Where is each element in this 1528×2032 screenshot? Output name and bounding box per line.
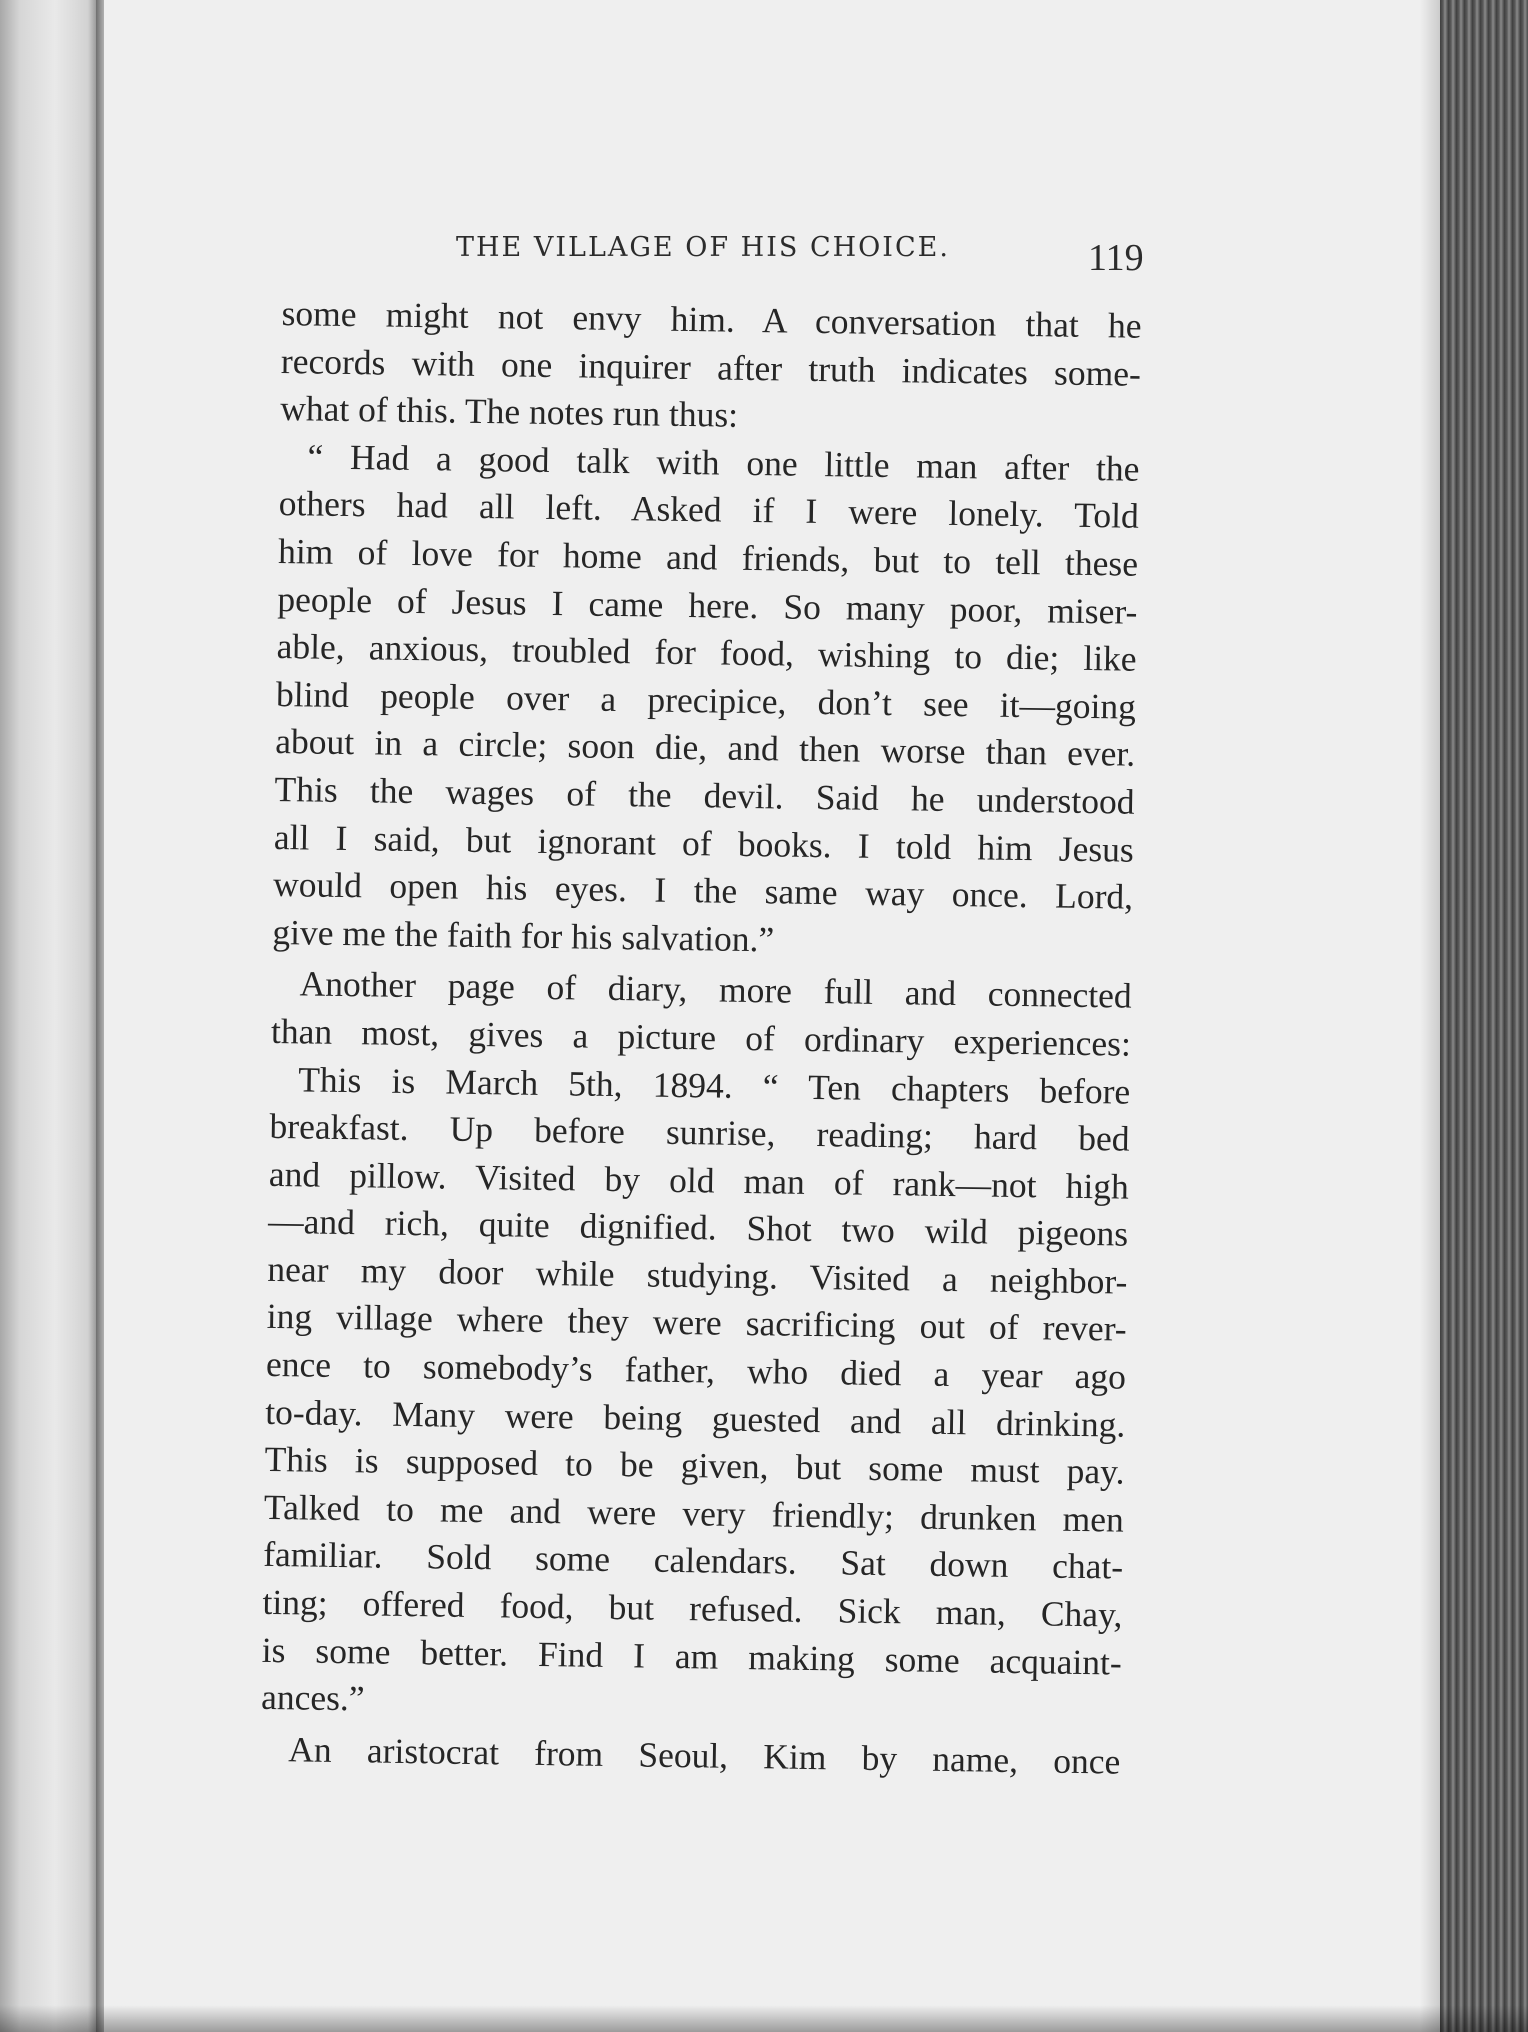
text-line: what of this. The notes run thus: [279,388,739,435]
text-line: This is supposed to be given, but some must pay. [264,1439,1125,1492]
text-line: familiar. Sold some calendars. Sat down chat- [262,1534,1124,1588]
body-text [260,290,1142,1786]
text-line: ence to somebody’s father, who died a year ago [265,1343,1127,1397]
page-stack-edge [1440,0,1528,2032]
text-line: give me the faith for his salvation.” [272,911,775,960]
text-line: would open his eyes. I the same way once. Lord, [272,864,1134,917]
text-line: breakfast. Up before sunrise, reading; hard bed [269,1106,1130,1159]
text-line: Another page of diary, more full and connected [299,963,1132,1016]
left-page-edge [0,0,98,2032]
text-line: him of love for home and friends, but to tell these [277,530,1139,584]
book-gutter [96,0,104,2032]
running-head: THE VILLAGE OF HIS CHOICE. [456,232,950,263]
text-line: ing village where they were sacrificing out of rever- [266,1296,1127,1350]
text-line: than most, gives a picture of ordinary experiences: [270,1010,1132,1064]
text-line: Talked to me and were very friendly; drunken men [263,1486,1125,1540]
text-line: This the wages of the devil. Said he understood [274,768,1135,822]
text-line: records with one inquirer after truth indicates some- [280,340,1142,394]
text-line: people of Jesus I came here. So many poor, miser- [277,578,1138,632]
text-line: able, anxious, troubled for food, wishing to die; like [276,626,1137,679]
text-line: some might not envy him. A conversation that he [281,292,1142,346]
bottom-shadow [0,2005,1528,2032]
text-line: near my door while studying. Visited a neighbor- [267,1248,1128,1302]
text-line: “ Had a good talk with one little man after the [307,436,1140,489]
text-line: This is March 5th, 1894. “ Ten chapters before [298,1058,1131,1112]
text-line: ting; offered food, but refused. Sick man, Chay, [262,1581,1123,1635]
page-number: 119 [1088,237,1144,279]
text-line: —and rich, quite dignified. Shot two wild pigeons [267,1201,1129,1254]
text-line: about in a circle; soon die, and then worse than ever. [275,721,1136,775]
text-line: to-day. Many were being guested and all drinking. [265,1391,1126,1445]
text-line: is some better. Find I am making some acquaint- [261,1629,1123,1683]
text-line: and pillow. Visited by old man of rank—not high [268,1153,1130,1207]
text-line: An aristocrat from Seoul, Kim by name, once [288,1729,1121,1782]
text-line: others had all left. Asked if I were lonely. Told [278,483,1140,537]
text-line: ances.” [260,1677,365,1719]
text-line: blind people over a precipice, don’t see it—going [275,673,1137,727]
text-line: all I said, but ignorant of books. I told him Jesus [273,816,1135,870]
